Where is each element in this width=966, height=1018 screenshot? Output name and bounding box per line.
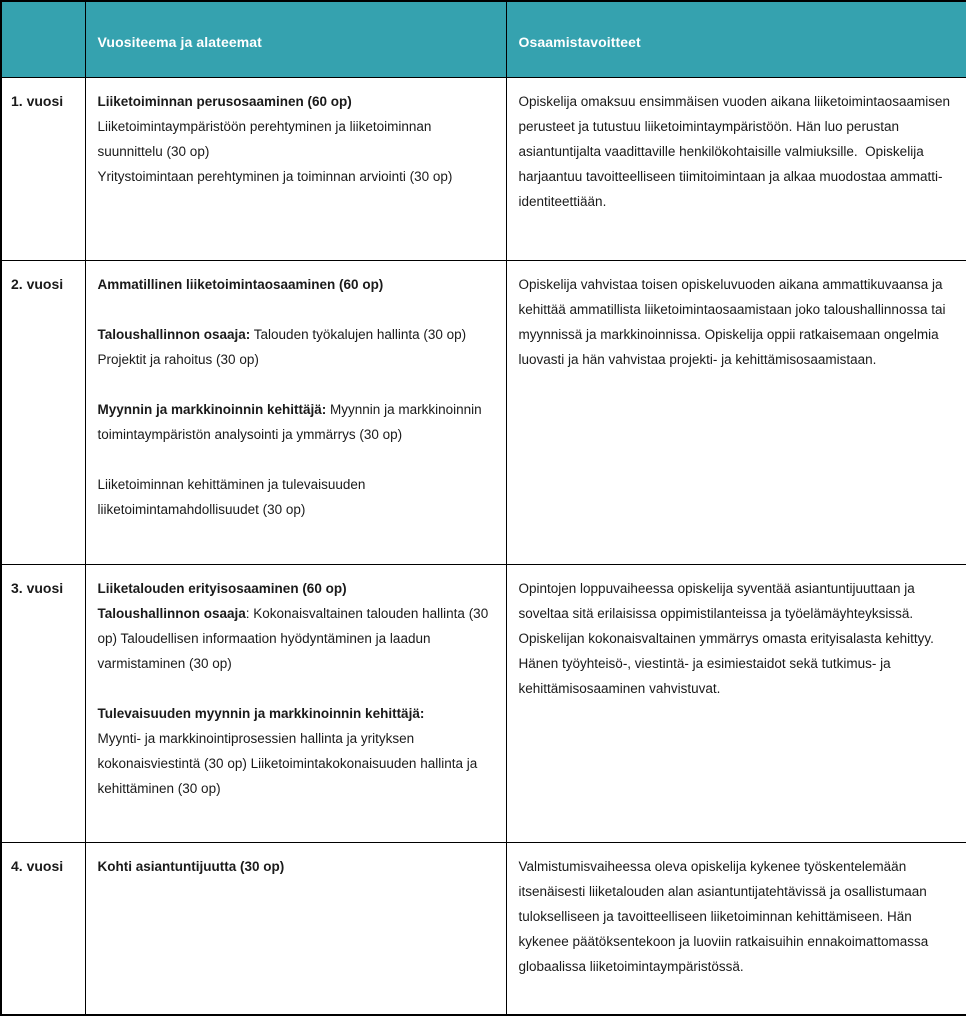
themes-cell bbox=[85, 260, 506, 564]
theme-text: Liiketoiminnan kehittäminen ja tulevaisuuden liiketoimintamahdollisuudet (30 op) bbox=[97, 476, 366, 517]
theme-paragraph bbox=[98, 164, 494, 189]
theme-text: Myynnin ja markkinoinnin toimintaympäristön analysointi ja ymmärrys (30 op) bbox=[97, 401, 482, 442]
theme-paragraph bbox=[98, 114, 494, 164]
theme-heading-text: Myynnin ja markkinoinnin kehittäjä: bbox=[97, 401, 327, 417]
theme-text: Liiketoimintaympäristöön perehtyminen ja liiketoiminnan suunnittelu (30 op) bbox=[97, 118, 432, 159]
header-cell-empty bbox=[1, 1, 85, 77]
table-row bbox=[1, 564, 966, 842]
theme-heading-text: Kohti asiantuntijuutta (30 op) bbox=[97, 858, 285, 874]
theme-heading-text: Ammatillinen liiketoimintaosaaminen (60 op) bbox=[97, 276, 384, 292]
themes-cell bbox=[85, 77, 506, 260]
theme-paragraph bbox=[98, 472, 494, 522]
theme-paragraph bbox=[98, 576, 494, 601]
theme-paragraph bbox=[98, 726, 494, 801]
theme-paragraph bbox=[98, 397, 494, 447]
theme-text: Yritystoimintaan perehtyminen ja toiminnan arviointi (30 op) bbox=[97, 168, 453, 184]
table-body bbox=[1, 77, 966, 1015]
table-row bbox=[1, 77, 966, 260]
year-cell: 1. vuosi bbox=[1, 77, 85, 260]
year-cell: 4. vuosi bbox=[1, 842, 85, 1015]
header-row bbox=[1, 1, 966, 77]
header-cell-objectives: Osaamistavoitteet bbox=[506, 1, 966, 77]
theme-heading-text: Taloushallinnon osaaja: bbox=[97, 326, 251, 342]
theme-paragraph bbox=[98, 854, 494, 879]
year-cell: 3. vuosi bbox=[1, 564, 85, 842]
table-row bbox=[1, 842, 966, 1015]
blank-line bbox=[98, 297, 494, 322]
objectives-cell: Valmistumisvaiheessa oleva opiskelija kykenee työskentelemään itsenäisesti liiketalouden alan asiantuntijatehtävissä ja osallistumaan tulokselliseen ja tavoitteelliseen liiketoiminnan kehittämiseen. Hän kykenee päätöksentekoon ja luoviin ratkaisuihin ennakoimattomassa globaalissa liiketoimintaympäristössä. bbox=[506, 842, 966, 1015]
header-cell-themes: Vuositeema ja alateemat bbox=[85, 1, 506, 77]
theme-heading-text: Taloushallinnon osaaja bbox=[97, 605, 246, 621]
themes-cell bbox=[85, 842, 506, 1015]
theme-paragraph bbox=[98, 272, 494, 297]
theme-text: Talouden työkalujen hallinta (30 op) Projektit ja rahoitus (30 op) bbox=[97, 326, 467, 367]
theme-heading-text: Liiketalouden erityisosaaminen (60 op) bbox=[97, 580, 347, 596]
theme-heading-text: Liiketoiminnan perusosaaminen (60 op) bbox=[97, 93, 352, 109]
blank-line bbox=[98, 676, 494, 701]
year-cell: 2. vuosi bbox=[1, 260, 85, 564]
theme-paragraph bbox=[98, 601, 494, 676]
theme-heading-text: Tulevaisuuden myynnin ja markkinoinnin kehittäjä: bbox=[97, 705, 425, 721]
theme-paragraph bbox=[98, 89, 494, 114]
objectives-cell: Opintojen loppuvaiheessa opiskelija syventää asiantuntijuuttaan ja soveltaa sitä erilaisissa oppimistilanteissa ja työelämäyhteyksissä. Opiskelijan kokonaisvaltainen ymmärrys omasta erityisalasta kehittyy. Hänen työyhteisö-, viestintä- ja esimiestaidot sekä tutkimus- ja kehittämisosaaminen vahvistuvat. bbox=[506, 564, 966, 842]
objectives-cell: Opiskelija vahvistaa toisen opiskeluvuoden aikana ammattikuvaansa ja kehittää ammatillista liiketoimintaosaamistaan joko taloushallinnossa tai myynnissä ja markkinoinnissa. Opiskelija oppii ratkaisemaan ongelmia luovasti ja hän vahvistaa projekti- ja kehittämisosaamistaan. bbox=[506, 260, 966, 564]
theme-text: : Kokonaisvaltainen talouden hallinta (30 op) Taloudellisen informaation hyödyntäminen ja laadun varmistaminen (30 op) bbox=[97, 605, 489, 671]
theme-paragraph bbox=[98, 322, 494, 372]
blank-line bbox=[98, 372, 494, 397]
objectives-cell: Opiskelija omaksuu ensimmäisen vuoden aikana liiketoimintaosaamisen perusteet ja tutustuu liiketoimintaympäristöön. Hän luo perustan asiantuntijalta vaadittaville henkilökohtaisille valmiuksille. Opiskelija harjaantuu tavoitteelliseen tiimitoimintaan ja alkaa muodostaa ammatti-identiteettiään. bbox=[506, 77, 966, 260]
theme-text: Myynti- ja markkinointiprosessien hallinta ja yrityksen kokonaisviestintä (30 op) Liiketoimintakokonaisuuden hallinta ja kehittäminen (30 op) bbox=[97, 730, 478, 796]
themes-cell bbox=[85, 564, 506, 842]
theme-paragraph bbox=[98, 701, 494, 726]
blank-line bbox=[98, 447, 494, 472]
table-row bbox=[1, 260, 966, 564]
